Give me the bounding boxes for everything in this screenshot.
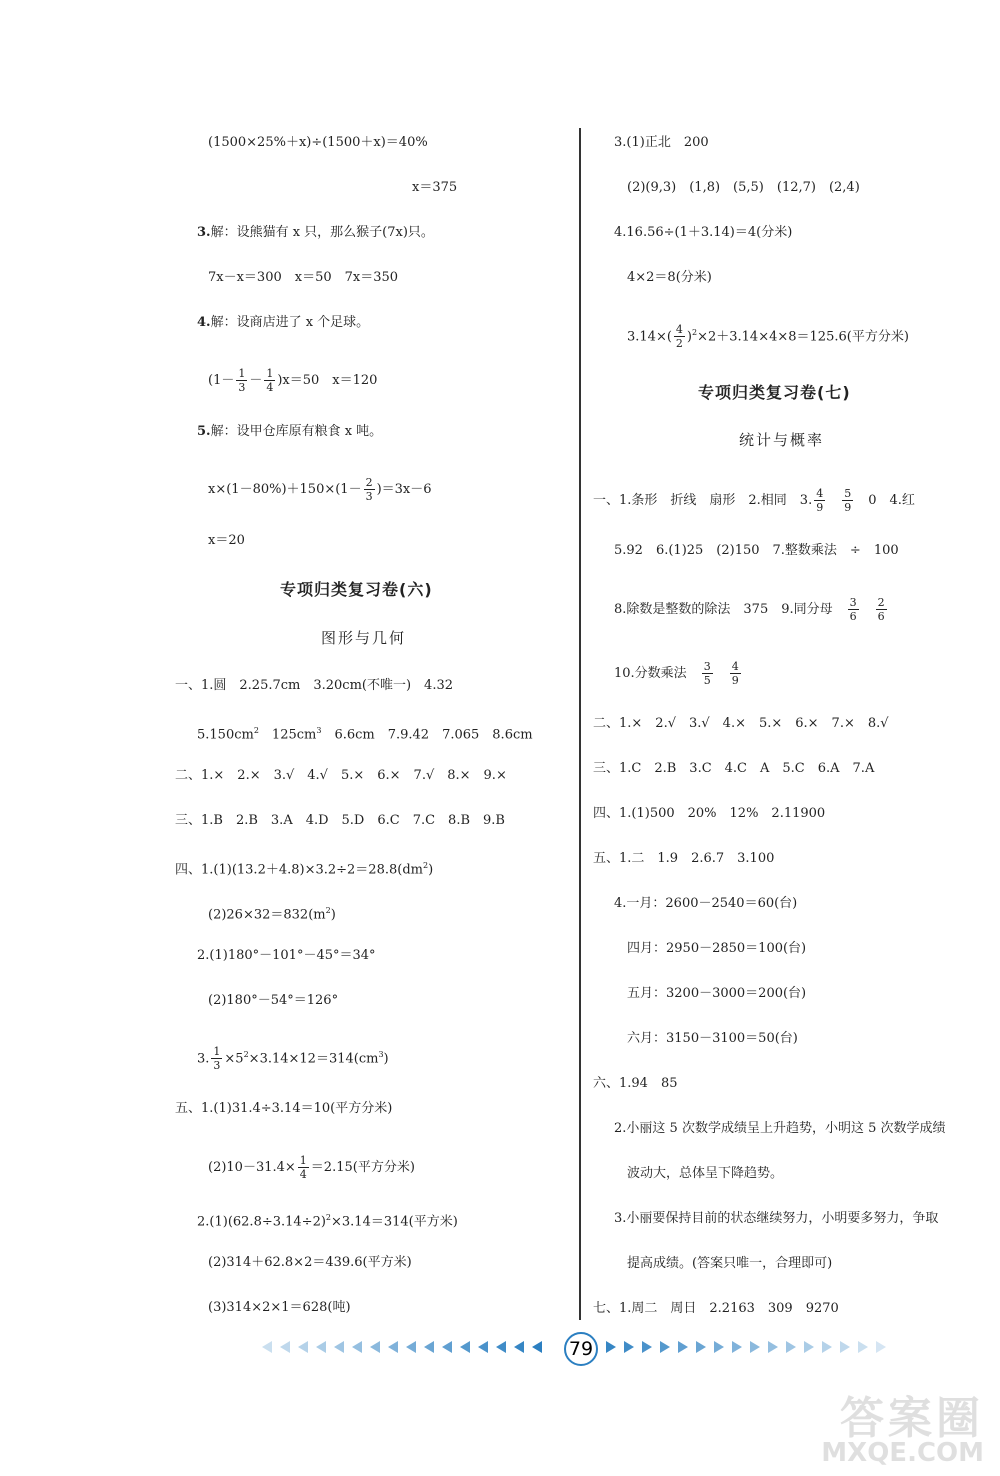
answer-line: 8.除数是整数的除法 375 9.同分母 $\frac{3}{6}$ $\frac{2}{6}$: [614, 596, 885, 623]
fraction: $\frac{1}{4}$: [266, 367, 274, 394]
answer-line: 4.一月：2600－2540＝60(台): [614, 896, 798, 911]
footer-arrow-left-icon: [442, 1341, 452, 1353]
footer-arrow-left-icon: [370, 1341, 380, 1353]
answer-line: (2)180°－54°＝126°: [208, 993, 339, 1008]
problem-line: [197, 223, 434, 243]
answer-line: (2)(9,3) (1,8) (5,5) (12,7) (2,4): [627, 180, 860, 195]
answer-line: 六、1.94 85: [593, 1076, 678, 1091]
fraction: $\frac{3}{5}$: [703, 660, 711, 687]
equation-line: x＝375: [412, 180, 458, 195]
footer-arrow-left-icon: [334, 1341, 344, 1353]
answer-line: 五、1.二 1.9 2.6.7 3.100: [593, 851, 775, 866]
footer-arrow-right-icon: [858, 1341, 868, 1353]
footer-arrow-left-icon: [280, 1341, 290, 1353]
page-number: 79: [564, 1332, 598, 1366]
footer-arrow-left-icon: [352, 1341, 362, 1353]
watermark-site: MXQE.COM: [821, 1438, 984, 1468]
answer-line: 五月：3200－3000＝200(台): [627, 986, 807, 1001]
footer-arrow-right-icon: [822, 1341, 832, 1353]
footer-arrow-right-icon: [696, 1341, 706, 1353]
footer-arrow-left-icon: [316, 1341, 326, 1353]
problem-line: [197, 422, 382, 442]
footer-arrow-left-icon: [262, 1341, 272, 1353]
answer-line: 3.小丽要保持目前的状态继续努力，小明要多努力，争取: [614, 1211, 939, 1226]
answer-line: 3.14×( $\frac{4}{2}$ )$^2$×2＋3.14×4×8＝125.6(平方分米): [627, 323, 909, 351]
fraction: $\frac{4}{2}$: [675, 323, 683, 351]
footer-arrow-left-icon: [406, 1341, 416, 1353]
answer-line: $(2)26\times 32=832(m^2)$: [208, 906, 336, 923]
footer-arrow-right-icon: [750, 1341, 760, 1353]
answer-line: 2.(1)180°－101°－45°＝34°: [197, 948, 376, 963]
section-subtitle: 图形与几何: [321, 629, 407, 647]
problem-number: 5.: [197, 424, 211, 439]
footer-arrow-right-icon: [660, 1341, 670, 1353]
section-title: 专项归类复习卷(七): [698, 383, 851, 402]
answer-line: 二、1.× 2.√ 3.√ 4.× 5.× 6.× 7.× 8.√: [593, 716, 889, 731]
problem-number: 4.: [197, 315, 211, 330]
answer-line: 3.(1)正北 200: [614, 135, 709, 150]
answer-line: 2.小丽这 5 次数学成绩呈上升趋势，小明这 5 次数学成绩: [614, 1121, 946, 1136]
answer-line: 5.92 6.(1)25 (2)150 7.整数乘法 ÷ 100: [614, 543, 899, 558]
answer-line: $2.(1)(62.8\div 3.14\div 2)^2\times 3.14=314$(平方米): [197, 1213, 458, 1230]
answer-line: 提高成绩。(答案只唯一，合理即可): [627, 1256, 833, 1271]
answer-line: (2)10－31.4× $\frac{1}{4}$ ＝2.15(平方分米): [208, 1154, 415, 1181]
footer-arrow-right-icon: [624, 1341, 634, 1353]
equation-line: (1500×25%＋x)÷(1500＋x)＝40%: [208, 135, 428, 150]
answer-line: 4×2＝8(分米): [627, 270, 712, 285]
problem-number: 3.: [197, 225, 211, 240]
answer-line: 二、1.× 2.× 3.√ 4.√ 5.× 6.× 7.√ 8.× 9.×: [175, 768, 507, 783]
equation-line: x＝20: [208, 533, 245, 548]
problem-line: [197, 313, 369, 333]
footer-arrow-right-icon: [840, 1341, 850, 1353]
footer-arrow-right-icon: [606, 1341, 616, 1353]
answer-line: 五、1.(1)31.4÷3.14＝10(平方分米): [175, 1101, 393, 1116]
footer-arrow-left-icon: [532, 1341, 542, 1353]
watermark-logo: 答案圈: [840, 1393, 984, 1444]
footer-arrow-left-icon: [298, 1341, 308, 1353]
equation-line: 7x－x＝300 x＝50 7x＝350: [208, 270, 399, 285]
answer-line: 四月：2950－2850＝100(台): [627, 941, 807, 956]
footer-arrow-right-icon: [786, 1341, 796, 1353]
answer-line: (2)314＋62.8×2＝439.6(平方米): [208, 1255, 412, 1270]
footer-arrow-left-icon: [424, 1341, 434, 1353]
answer-line: $5.150cm^2$ $125cm^3$ 6.6cm 7.9.42 7.065 8.6cm: [197, 726, 533, 743]
footer-arrow-right-icon: [804, 1341, 814, 1353]
footer-arrow-left-icon: [514, 1341, 524, 1353]
footer-arrow-right-icon: [642, 1341, 652, 1353]
footer-arrow-right-icon: [876, 1341, 886, 1353]
section-title: 专项归类复习卷(六): [280, 580, 433, 599]
equation-line: (1－ $\frac{1}{3}$ － $\frac{1}{4}$ )x＝50 x＝120: [208, 367, 378, 394]
fraction: $\frac{2}{3}$: [365, 476, 373, 503]
footer-arrow-right-icon: [678, 1341, 688, 1353]
answer-line: 三、1.B 2.B 3.A 4.D 5.D 6.C 7.C 8.B 9.B: [175, 813, 505, 828]
problem-text: 解：设熊猫有 x 只，那么猴子(7x)只。: [210, 225, 434, 240]
footer-arrow-left-icon: [460, 1341, 470, 1353]
answer-line: 七、1.周二 周日 2.2163 309 9270: [593, 1301, 839, 1316]
fraction: $\frac{1}{3}$: [238, 367, 246, 394]
fraction: $\frac{3}{6}$: [849, 596, 857, 623]
answer-line: (3)314×2×1＝628(吨): [208, 1300, 351, 1315]
fraction: $\frac{1}{4}$: [299, 1154, 307, 1181]
answer-line: 六月：3150－3100＝50(台): [627, 1031, 798, 1046]
footer-arrow-left-icon: [496, 1341, 506, 1353]
problem-text: 解：设甲仓库原有粮食 x 吨。: [210, 424, 383, 439]
equation-line: x×(1－80%)＋150×(1－ $\frac{2}{3}$ )＝3x－6: [208, 476, 432, 503]
answer-line: 10.分数乘法 $\frac{3}{5}$ $\frac{4}{9}$: [614, 660, 739, 687]
fraction: $\frac{4}{9}$: [731, 660, 739, 687]
answer-line: 一、1.条形 折线 扇形 2.相同 3. $\frac{4}{9}$ $\frac{5}{9}$ 0 4.红: [593, 487, 915, 514]
answer-line: 一、1.圆 2.25.7cm 3.20cm(不唯一) 4.32: [175, 678, 454, 693]
footer-arrow-right-icon: [732, 1341, 742, 1353]
answer-line: 四、$1.(1)(13.2+4.8)\times 3.2\div 2=28.8(dm^2)$: [175, 861, 434, 878]
column-divider: [579, 128, 581, 1320]
watermark: [810, 1380, 990, 1468]
answer-line: 3. $\frac{1}{3}$ $\times 5^2\times 3.14\times 12=314(cm^3)$: [197, 1045, 389, 1073]
problem-text: 解：设商店进了 x 个足球。: [210, 315, 370, 330]
fraction: $\frac{2}{6}$: [877, 596, 885, 623]
footer-arrow-right-icon: [714, 1341, 724, 1353]
section-subtitle: 统计与概率: [739, 431, 825, 449]
footer-arrow-left-icon: [388, 1341, 398, 1353]
footer-arrow-left-icon: [478, 1341, 488, 1353]
answer-line: 4.16.56÷(1＋3.14)＝4(分米): [614, 225, 793, 240]
fraction: $\frac{1}{3}$: [213, 1045, 221, 1073]
fraction: $\frac{4}{9}$: [816, 487, 824, 514]
answer-line: 波动大，总体呈下降趋势。: [627, 1166, 784, 1181]
answer-line: 三、1.C 2.B 3.C 4.C A 5.C 6.A 7.A: [593, 761, 875, 776]
fraction: $\frac{5}{9}$: [844, 487, 852, 514]
answer-line: 四、1.(1)500 20% 12% 2.11900: [593, 806, 826, 821]
footer-arrow-right-icon: [768, 1341, 778, 1353]
page-footer: [262, 1332, 892, 1364]
